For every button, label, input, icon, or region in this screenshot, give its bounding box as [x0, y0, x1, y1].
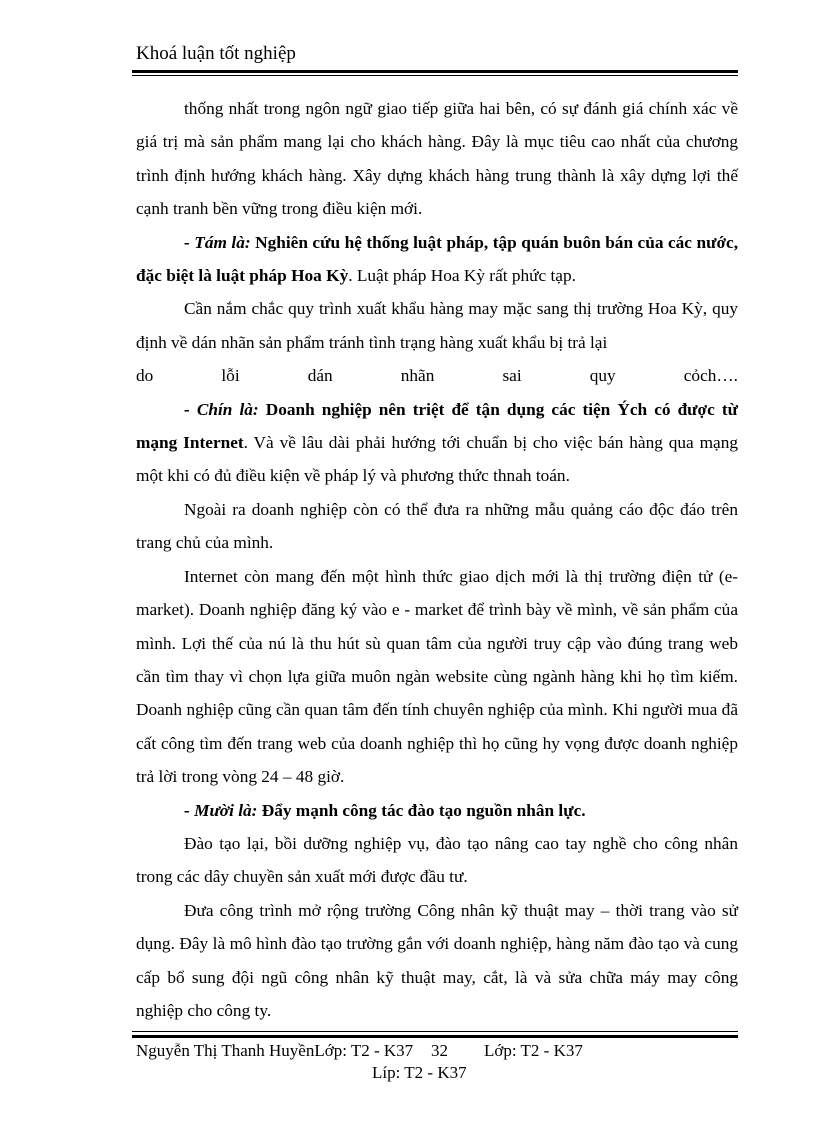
paragraph-chin-la — [136, 393, 738, 493]
paragraph: Internet còn mang đến một hình thức giao dịch mới là thị trường điện tử (e-market). Doanh nghiệp đăng ký vào e - market để trình bày về mình, về sản phẩm của mình. Lợi thế của nú là thu hút sù quan tâm của người truy cập vào đúng trang web cần tìm thay vì chọn lựa giữa muôn ngàn website cùng ngành hàng khi họ tìm kiếm. Doanh nghiệp cũng cần quan tâm đến tính chuyên nghiệp của mình. Khi người mua đã cất công tìm đến trang web của doanh nghiệp thì họ cũng hy vọng được doanh nghiệp trả lời trong vòng 24 – 48 giờ. — [136, 566, 738, 787]
paragraph-muoi-la — [136, 794, 738, 827]
paragraph: Cần nắm chắc quy trình xuất khẩu hàng may mặc sang thị trường Hoa Kỳ, quy định về dán nhãn sản phẩm tránh tình trạng hàng xuất khẩu bị trả lại — [136, 299, 738, 352]
point-heading: Nghiên cứu hệ thống luật pháp, tập quán buôn bán của các nước, đặc biệt là luật pháp Hoa Kỳ — [136, 232, 739, 286]
document-body — [136, 92, 738, 1027]
footer-class-overlap: Lớp: T2 - K37 — [484, 1041, 583, 1060]
header-rule-thick — [132, 70, 738, 73]
paragraph: Đào tạo lại, bồi dưỡng nghiệp vụ, đào tạo nâng cao tay nghề cho công nhân trong các dây chuyền sản xuất mới được đầu tư. — [136, 833, 738, 887]
point-lead: - Tám là: — [184, 232, 251, 252]
point-lead: - Chín là: — [184, 399, 259, 419]
point-text: . Luật pháp Hoa Kỳ rất phức tạp. — [348, 266, 576, 286]
paragraph: thống nhất trong ngôn ngữ giao tiếp giữa hai bên, có sự đánh giá chính xác về giá trị mà sản phẩm mang lại cho khách hàng. Đây là mục tiêu cao nhất của chương trình định hướng khách hàng. Xây dựng khách hàng trung thành là xây dựng lợi thế cạnh tranh bền vững trong điều kiện mới. — [136, 99, 738, 219]
page-header-title: Khoá luận tốt nghiệp — [136, 43, 296, 64]
footer-class-line: Líp: T2 - K37 — [372, 1063, 467, 1082]
footer-rule-thick — [132, 1035, 738, 1038]
footer-rule-thin — [132, 1031, 738, 1032]
paragraph: Đưa công trình mở rộng trường Công nhân kỹ thuật may – thời trang vào sử dụng. Đây là mô hình đào tạo trường gắn với doanh nghiệp, hàng năm đào tạo và cung cấp bổ sung đội ngũ công nhân kỹ thuật may, cắt, là và sửa chữa máy may công nghiệp cho công ty. — [136, 900, 738, 1020]
paragraph: Ngoài ra doanh nghiệp còn có thể đưa ra những mẫu quảng cáo độc đáo trên trang chủ của mình. — [136, 499, 738, 553]
point-text: . Và về lâu dài phải hướng tới chuẩn bị cho việc bán hàng qua mạng một khi có đủ điều kiện về pháp lý và phương thức thnah toán. — [136, 433, 739, 486]
point-heading: Đẩy mạnh công tác đào tạo nguồn nhân lực. — [257, 800, 586, 820]
header-rule-thin — [132, 75, 738, 76]
footer-author-class: Nguyễn Thị Thanh HuyềnLớp: T2 - K37 — [136, 1041, 414, 1060]
page-number: 32 — [431, 1041, 448, 1060]
point-heading: Doanh nghiệp nên triệt để tận dụng các tiện Ých có được từ mạng Internet — [136, 399, 738, 453]
page-footer — [136, 1040, 583, 1062]
paragraph-last-line: do lỗi dán nhãn sai quy cỏch…. — [136, 366, 738, 386]
point-lead: - Mười là: — [184, 800, 258, 820]
paragraph-tam-la — [136, 226, 738, 293]
